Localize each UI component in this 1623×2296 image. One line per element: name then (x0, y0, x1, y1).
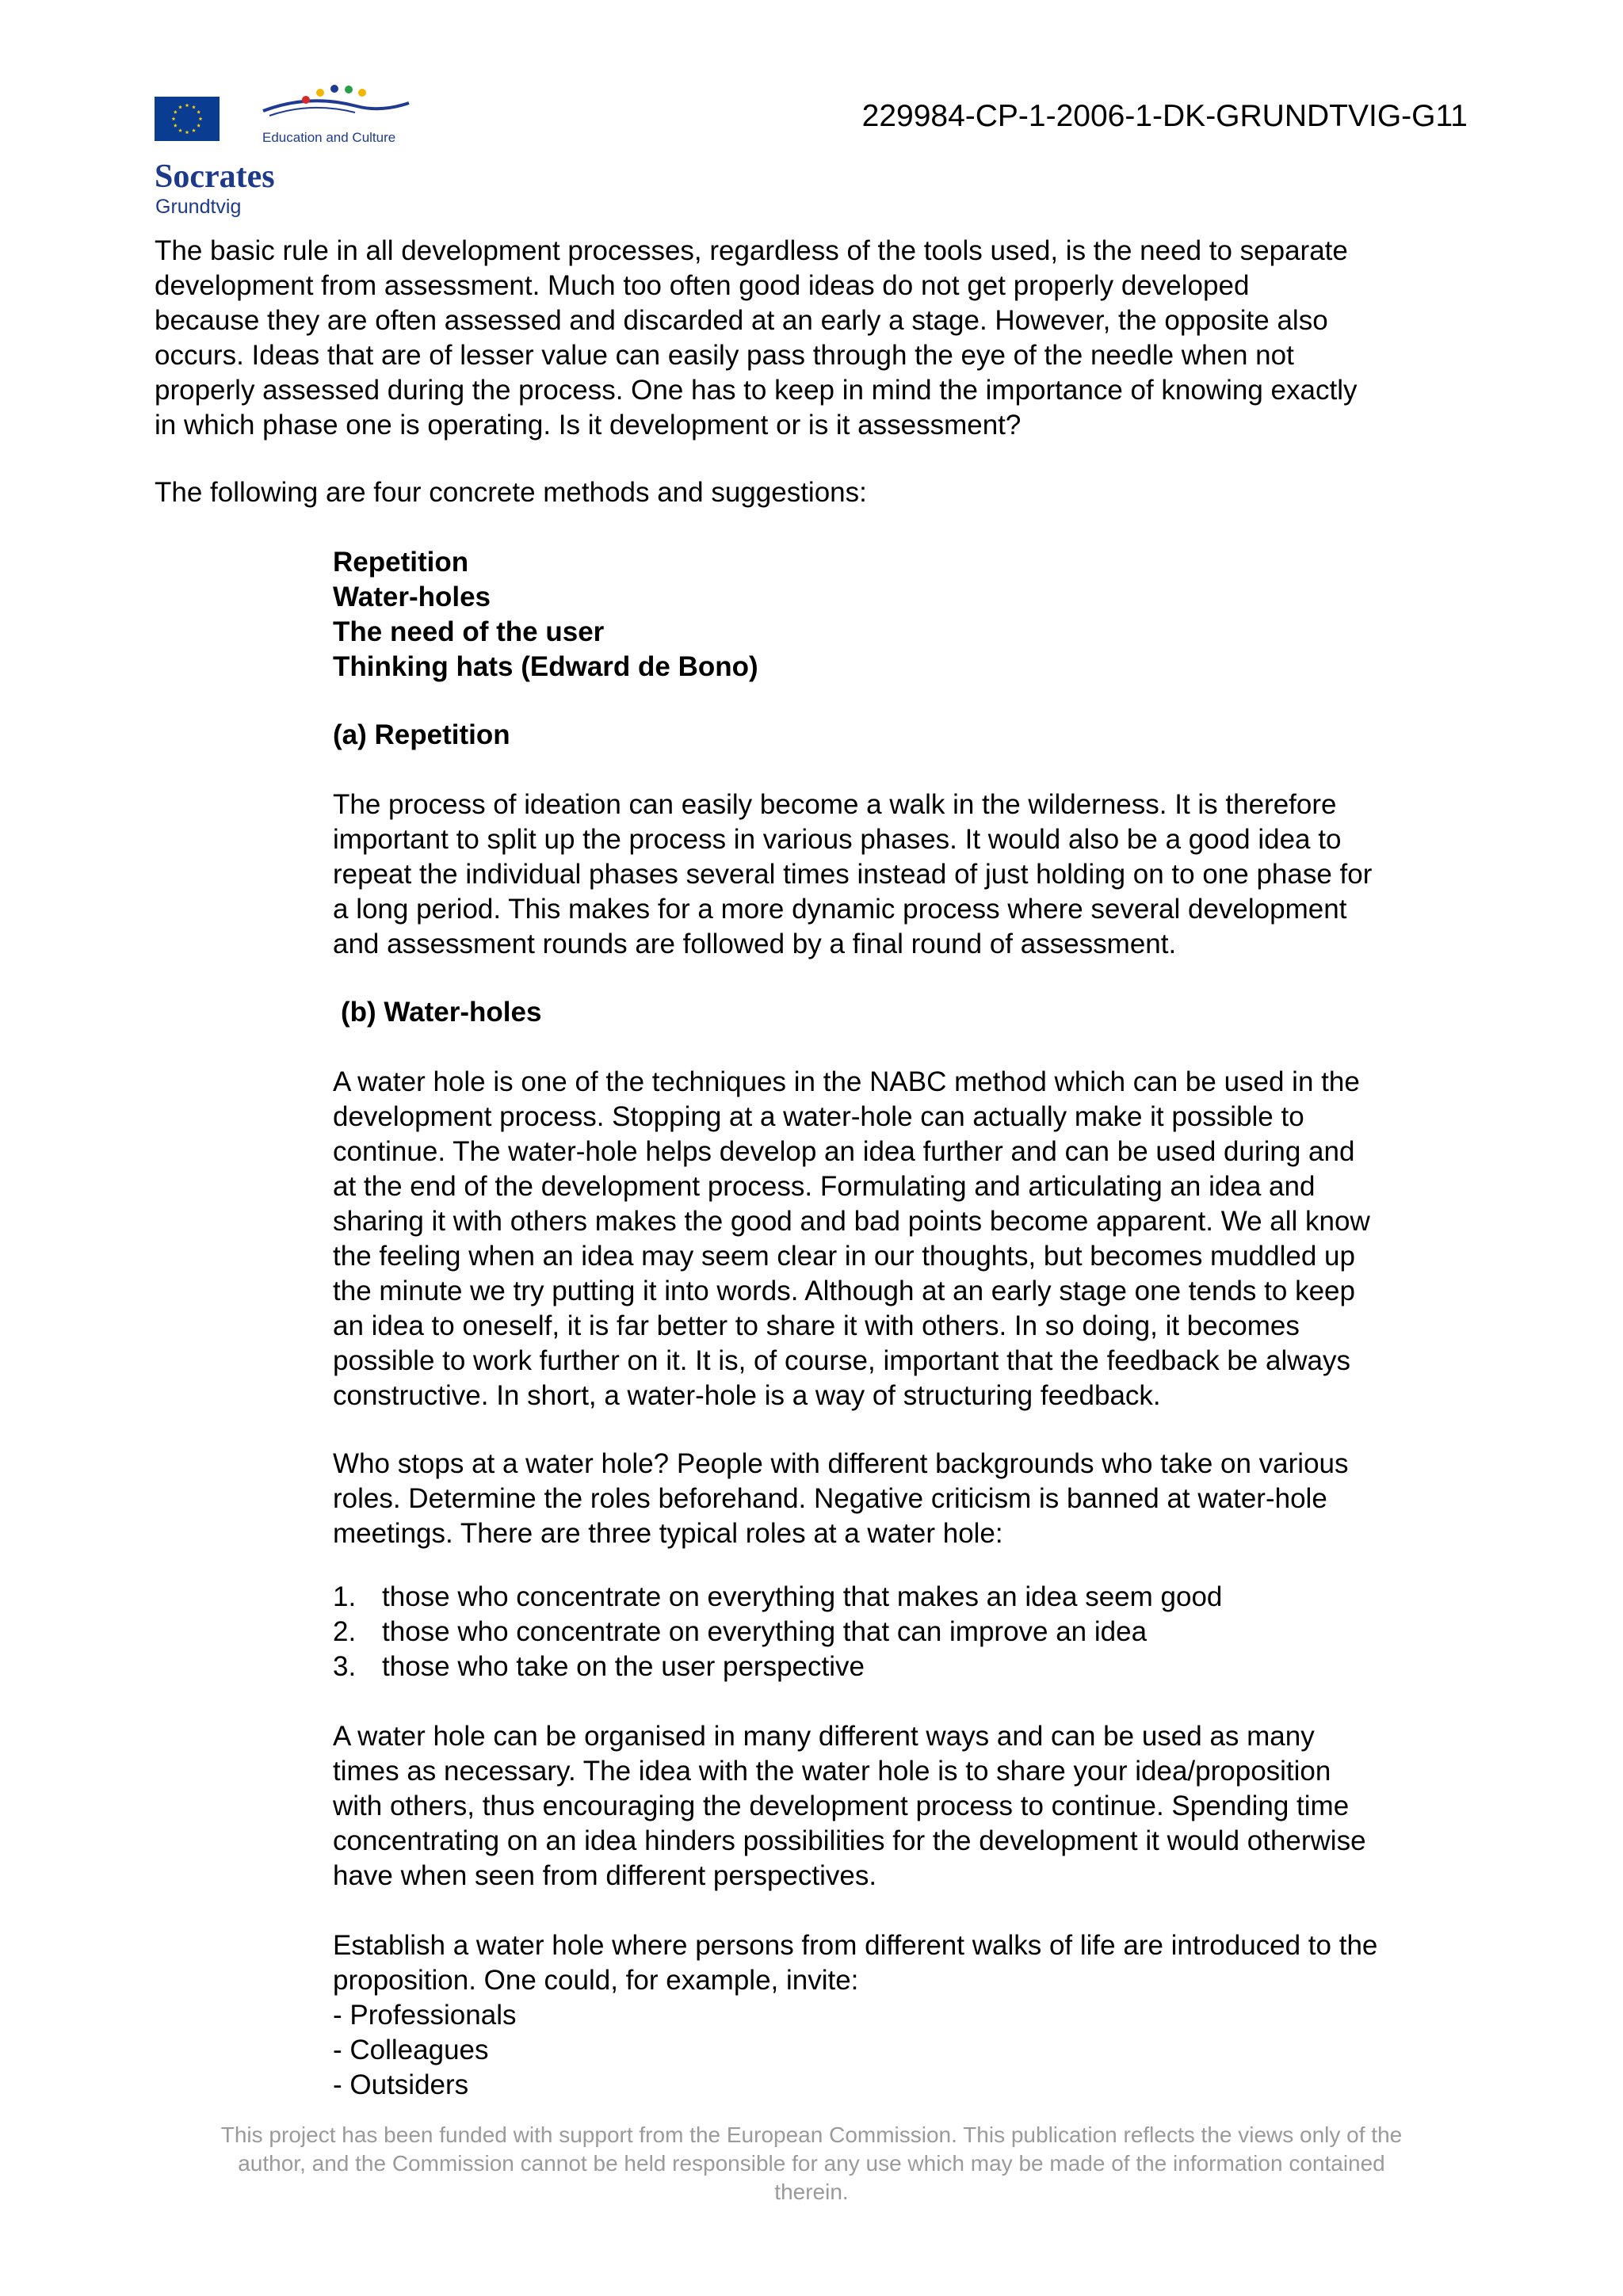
project-reference: 229984-CP-1-2006-1-DK-GRUNDTVIG-G11 (861, 99, 1468, 133)
program-title: Socrates (155, 158, 275, 195)
eu-star-icon (178, 105, 182, 109)
role-text: those who take on the user perspective (382, 1651, 865, 1682)
eu-star-icon (192, 128, 196, 132)
role-item (333, 1580, 1498, 1615)
eu-star-icon (185, 130, 189, 134)
methods-list (333, 545, 758, 685)
role-text: those who concentrate on everything that makes an idea seem good (382, 1581, 1223, 1612)
program-subtitle: Grundtvig (155, 196, 242, 218)
ec-logo-label: Education and Culture (262, 130, 396, 145)
funding-disclaimer: This project has been funded with support from the European Commission. This publication reflects the views only of the author, and the Commission cannot be held responsible for any use which may be made of the information contained therein. (220, 2122, 1403, 2204)
eu-star-icon (199, 116, 203, 120)
eu-star-icon (174, 124, 178, 128)
waterholes-heading: (b) Water-holes (341, 997, 542, 1028)
method-item: Repetition (333, 547, 469, 578)
waterholes-paragraph-1: A water hole is one of the techniques in the NABC method which can be used in the development process. Stopping at a water-hole can actually make it possible to continue. The water-hole helps develop an idea further and can be used during and at the end of the development process. Formulating and articulating an idea and sharing it with others makes the good and bad points become apparent. We all know the feeling when an idea may seem clear in our thoughts, but becomes muddled up the minute we try putting it into words. Although at an early stage one tends to keep an idea to oneself, it is far better to share it with others. In so doing, it becomes possible to work further on it. It is, of course, important that the feedback be always constructive. In short, a water-hole is a way of structuring feedback. (333, 1066, 1370, 1411)
role-number: 2. (333, 1616, 357, 1647)
waterholes-paragraph-2: Who stops at a water hole? People with different backgrounds who take on various roles. Determine the roles beforehand. Negative criticism is banned at water-hole meetings. There are three typical roles at a water hole: (333, 1448, 1349, 1549)
waterholes-paragraph-4: Establish a water hole where persons from different walks of life are introduced to the proposition. One could, for example, invite: (333, 1930, 1378, 1996)
eu-flag-logo (155, 97, 220, 141)
role-item (333, 1615, 1498, 1650)
method-item: Water-holes (333, 582, 491, 612)
repetition-paragraph: The process of ideation can easily become a walk in the wilderness. It is therefore important to split up the process in various phases. It would also be a good idea to repeat the individual phases several times instead of just holding on to one phase for a long period. This makes for a more dynamic process where several development and assessment rounds are followed by a final round of assessment. (333, 789, 1373, 959)
role-number: 3. (333, 1651, 357, 1682)
role-text: those who concentrate on everything that can improve an idea (382, 1616, 1148, 1647)
method-item: Thinking hats (Edward de Bono) (333, 651, 758, 682)
repetition-heading: (a) Repetition (333, 719, 510, 750)
invitee-list (333, 1998, 516, 2103)
invitee-item: - Professionals (333, 2000, 517, 2031)
methods-lead-in: The following are four concrete methods and suggestions: (155, 477, 867, 508)
eu-star-icon (192, 105, 196, 109)
eu-star-icon (174, 110, 178, 114)
eu-star-icon (172, 116, 176, 120)
role-number: 1. (333, 1581, 357, 1612)
eu-star-icon (178, 128, 182, 132)
invitee-item: - Outsiders (333, 2069, 469, 2100)
waterholes-paragraph-3: A water hole can be organised in many different ways and can be used as many times as necessary. The idea with the water hole is to share your idea/proposition with others, thus encouraging the development process to continue. Spending time concentrating on an idea hinders possibilities for the development it would otherwise have when seen from different perspectives. (333, 1721, 1366, 1891)
intro-paragraph: The basic rule in all development processes, regardless of the tools used, is the need to separate development from assessment. Much too often good ideas do not get properly developed because they are often assessed and discarded at an early a stage. However, the opposite also occurs. Ideas that are of lesser value can easily pass through the eye of the needle when not properly assessed during the process. One has to keep in mind the importance of knowing exactly in which phase one is operating. Is it development or is it assessment? (155, 235, 1358, 441)
role-item (333, 1650, 1498, 1684)
eu-star-icon (197, 110, 200, 114)
eu-star-icon (197, 124, 200, 128)
roles-list (333, 1580, 1498, 1684)
eu-stars-icon (155, 97, 220, 141)
invitee-item: - Colleagues (333, 2035, 489, 2065)
eu-star-icon (185, 103, 189, 107)
method-item: The need of the user (333, 616, 605, 647)
